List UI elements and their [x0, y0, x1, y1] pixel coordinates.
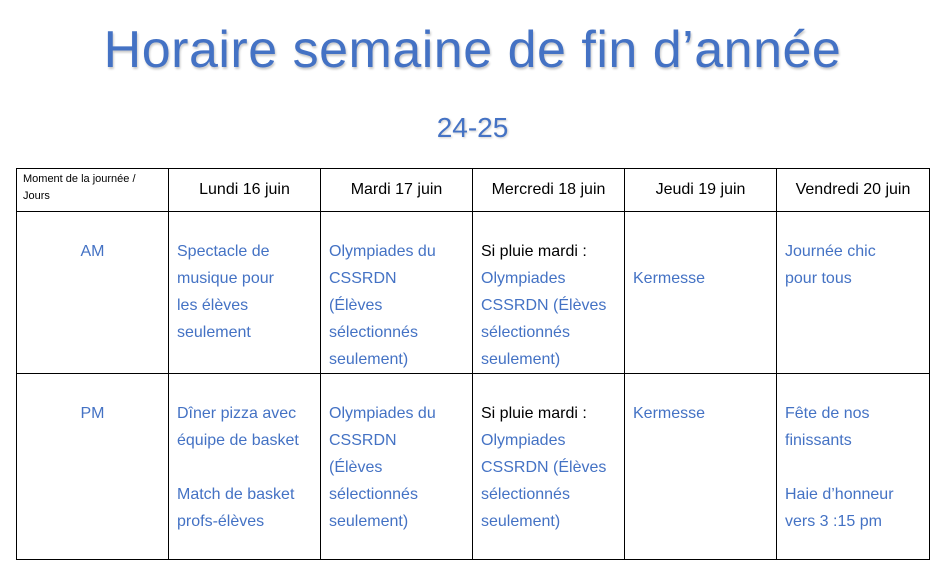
- cell-text-line: finissants: [785, 432, 852, 449]
- cell-text-line: sélectionnés: [329, 324, 418, 341]
- table-row: [17, 374, 930, 560]
- cell-text-line: Olympiades du: [329, 243, 436, 260]
- cell-text-line: Kermesse: [633, 270, 706, 287]
- schedule-cell: [625, 212, 777, 374]
- day-header-monday: Lundi 16 juin: [169, 169, 321, 212]
- cell-text-line: seulement): [329, 351, 409, 368]
- cell-text-line: seulement): [329, 513, 409, 530]
- cell-text-line: (Élèves: [329, 459, 383, 476]
- cell-text-line: Journée chic: [785, 243, 876, 260]
- cell-text-line: équipe de basket: [177, 432, 299, 449]
- cell-text-line: seulement): [481, 351, 561, 368]
- moment-cell: PM: [17, 374, 169, 560]
- cell-text-line: vers 3 :15 pm: [785, 513, 882, 530]
- day-header-thursday: Jeudi 19 juin: [625, 169, 777, 212]
- cell-text-line: Olympiades: [481, 270, 566, 287]
- cell-text-line: CSSRDN: [329, 270, 397, 287]
- day-header-wednesday: Mercredi 18 juin: [473, 169, 625, 212]
- cell-text-line: seulement: [177, 324, 251, 341]
- schedule-cell: [777, 212, 930, 374]
- cell-text-line: profs-élèves: [177, 513, 265, 530]
- schedule-cell: [169, 212, 321, 374]
- day-header-tuesday: Mardi 17 juin: [321, 169, 473, 212]
- line-gap: [177, 454, 312, 481]
- cell-text-line: (Élèves: [329, 297, 383, 314]
- corner-header-line: Moment de la journée /: [23, 173, 136, 185]
- cell-text-line: Olympiades: [481, 432, 566, 449]
- cell-text-line: musique pour: [177, 270, 274, 287]
- corner-header: [17, 169, 169, 212]
- cell-text-line: Spectacle de: [177, 243, 270, 260]
- cell-text-line: Haie d’honneur: [785, 486, 894, 503]
- cell-text-line: sélectionnés: [481, 324, 570, 341]
- line-gap: [785, 454, 921, 481]
- cell-text-line: seulement): [481, 513, 561, 530]
- cell-text-line: CSSRDN (Élèves: [481, 297, 607, 314]
- schedule-cell: [169, 374, 321, 560]
- schedule-cell: [473, 212, 625, 374]
- schedule-cell: [777, 374, 930, 560]
- table-row: [17, 212, 930, 374]
- page-title: Horaire semaine de fin d’année: [103, 21, 842, 79]
- day-header-friday: Vendredi 20 juin: [777, 169, 930, 212]
- schedule-cell: [321, 374, 473, 560]
- rain-condition-label: Si pluie mardi :: [481, 405, 587, 422]
- cell-text-line: Kermesse: [633, 405, 706, 422]
- cell-text-line: Fête de nos: [785, 405, 870, 422]
- schedule-cell: [625, 374, 777, 560]
- school-year: 24-25: [436, 112, 509, 143]
- schedule-cell: [473, 374, 625, 560]
- cell-text-line: sélectionnés: [481, 486, 570, 503]
- cell-text-line: Dîner pizza avec: [177, 405, 297, 422]
- cell-text-line: pour tous: [785, 270, 852, 287]
- schedule-body: [17, 212, 930, 560]
- corner-header-line: Jours: [23, 190, 50, 202]
- cell-text-line: sélectionnés: [329, 486, 418, 503]
- moment-cell: AM: [17, 212, 169, 374]
- schedule-table: [16, 168, 930, 560]
- cell-text-line: les élèves: [177, 297, 249, 314]
- cell-text-line: Match de basket: [177, 486, 295, 503]
- cell-text-line: CSSRDN: [329, 432, 397, 449]
- cell-text-line: CSSRDN (Élèves: [481, 459, 607, 476]
- schedule-cell: [321, 212, 473, 374]
- rain-condition-label: Si pluie mardi :: [481, 243, 587, 260]
- cell-text-line: Olympiades du: [329, 405, 436, 422]
- header-row: [17, 169, 930, 212]
